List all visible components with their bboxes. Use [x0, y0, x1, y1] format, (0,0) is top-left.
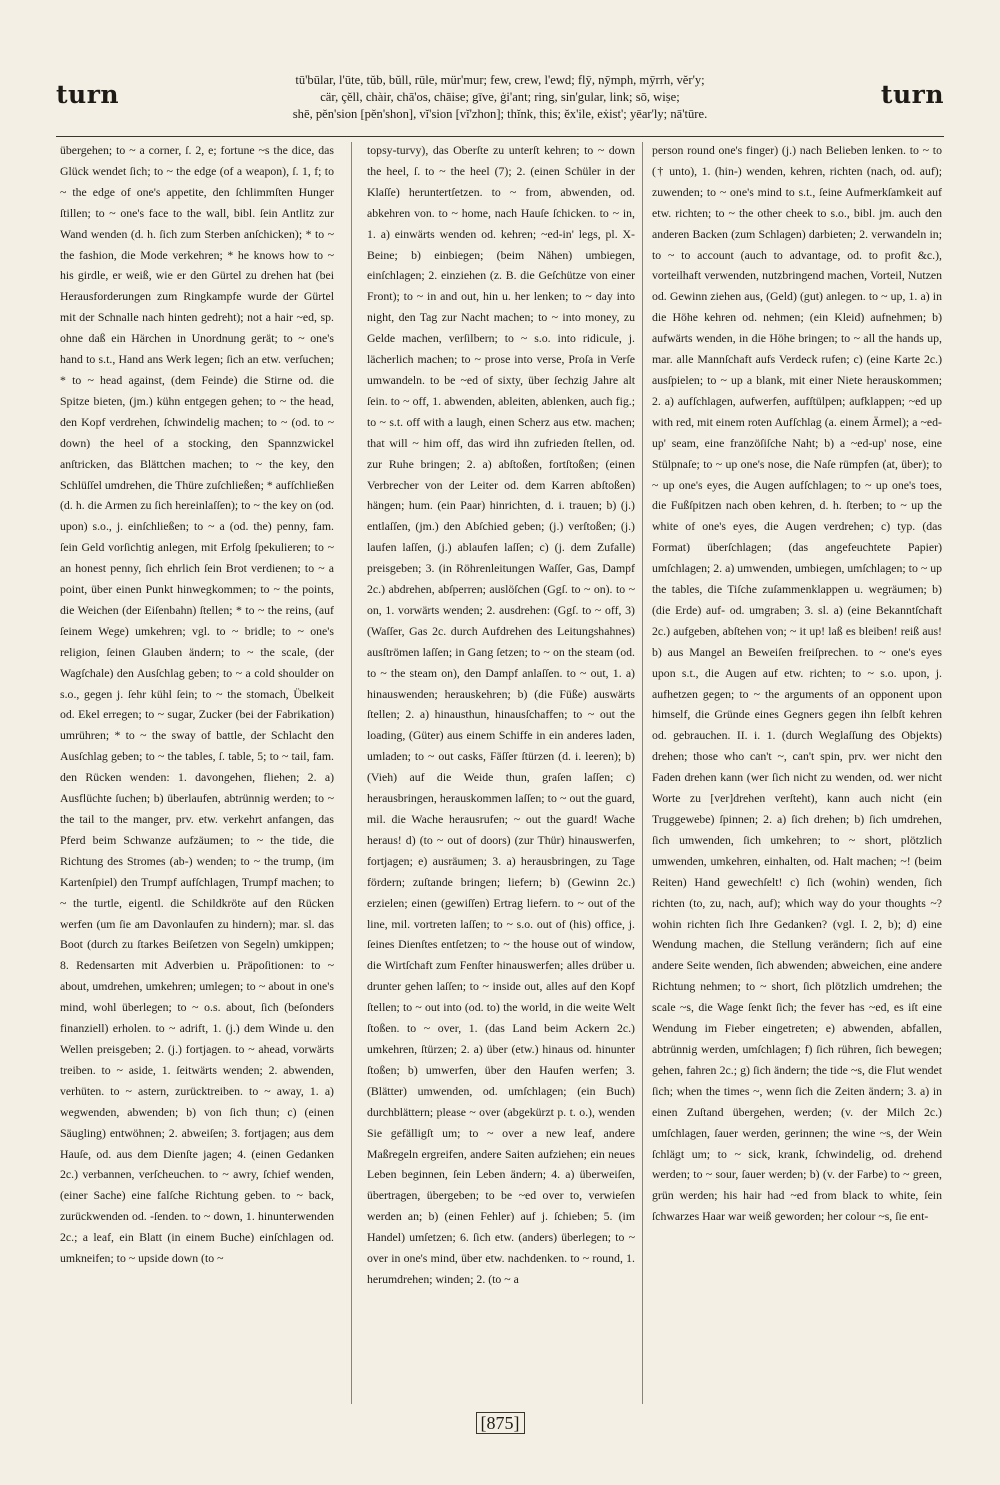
page-number — [0, 1413, 1000, 1434]
column-3: person round one's finger) (j.) nach Belieben lenken. to ~ to († unto), 1. (hin-) wenden, kehren, richten (nach, od. auf); zuwenden; to ~ one's mind to s.t., ſeine Aufmerkſamkeit auf etw. richten; to ~ the other cheek to s.o., bibl. jm. auch den anderen Backen (zum Schlagen) darbieten; 2. verwandeln in; to ~ to account (auch to advantage, od. to profit &c.), vorteilhaft verwenden, nutzbringend machen, Vorteil, Nutzen od. Gewinn ziehen aus, (Geld) (gut) anlegen. to ~ up, 1. a) in die Höhe kehren od. nehmen; (ein Kleid) aufnehmen; b) aufwärts wenden, in die Höhe bringen; to ~ all the hands up, mar. alle Mannſchaft aufs Verdeck rufen; c) (eine Karte 2c.) ausſpielen; to ~ up a blank, mit einer Niete herauskommen; 2. a) aufſchlagen, aufwerfen, aufſtülpen; aufklappen; ~ed up with red, mit einem roten Aufſchlag (a. einem Ärmel); a ~ed-up' seam, eine franzöſiſche Naht; b) a ~ed-up' nose, eine Stülpnaſe; to ~ up one's nose, die Naſe rümpfen (at, über); to ~ up one's eyes, die Augen aufſchlagen; to ~ up one's toes, die Fußſpitzen nach oben kehren, d. h. ſterben; to ~ up the white of one's eyes, die Augen verdrehen; c) typ. (das Format) überſchlagen; (das angefeuchtete Papier) umſchlagen; 2. a) umwenden, umbiegen, umſchlagen; to ~ up the tables, die Tiſche zuſammenklappen u. wegräumen; b) (die Erde) auf- od. umgraben; 3. sl. a) (eine Bekanntſchaft 2c.) aufgeben, abſtehen von; ~ it up! laß es bleiben! reiß aus! b) aus Mangel an Beweiſen freiſprechen. to ~ one's eyes upon s.t., die Augen auf etw. richten; to ~ s.o. upon, j. aufhetzen gegen; to ~ the arguments of an opponent upon himself, die Gründe eines Gegners gegen ihn ſelbſt kehren od. gebrauchen. II. i. 1. (durch Weglaſſung des Objekts) drehen; those who can't ~, can't spin, prv. wer nicht den Faden drehen kann (wer ſich nicht zu wenden, od. wer nicht Worte zu [ver]drehen verſteht), kann auch nicht (ein Truggewebe) ſpinnen; 2. a) ſich drehen; b) ſich umdrehen, ſich umwenden, ſich umkehren; to ~ short, plötzlich umwenden, umkehren, einhalten, od. Halt machen; ~! (beim Reiten) Hand gewechſelt! c) ſich (wohin) wenden, ſich richten (to, zu, nach, auf); which way do your thoughts ~? wohin richten ſich Ihre Gedanken? (vgl. I. 2, b); d) eine Wendung machen, die Stellung verändern; ſich auf eine andere Seite wenden, ſich abwenden; abweichen, eine andere Richtung nehmen; to ~ short, ſich plötzlich umdrehen; the scale ~s, die Wage ſenkt ſich; the fever has ~ed, es iſt eine Wendung im Fieber eingetreten; e) abwenden, abfallen, abtrünnig werden, umſchlagen; f) ſich rühren, ſich bewegen; gehen, fahren 2c.; g) ſich ändern; the tide ~s, die Flut wendet ſich; when the times ~, wenn ſich die Zeiten ändern; 3. a) in einen Zuſtand übergehen, werden; (v. der Milch 2c.) umſchlagen, ſauer werden, gerinnen; the wine ~s, der Wein ſchlägt um; to ~ sick, krank, ſchwindelig, od. drehend werden; to ~ sour, ſauer werden; b) (v. der Farbe) to ~ green, grün werden; his hair had ~ed from black to white, ſein ſchwarzes Haar war weiß geworden; her colour ~s, ſie ent- — [652, 143, 942, 1224]
page-number-label: [875] — [476, 1412, 525, 1434]
column-1: übergehen; to ~ a corner, ſ. 2, e; fortune ~s the dice, das Glück wendet ſich; to ~ the edge (of a weapon), ſ. 1, f; to ~ the edge of one's appetite, den ſchlimmſten Hunger ſtillen; to ~ one's face to the wall, bibl. ſein Antlitz zur Wand wenden (d. h. ſich zum Sterben anſchicken); * to ~ the fashion, die Mode verkehren; * he knows how to ~ his girdle, er weiß, wie er den Gürtel zu drehen hat (bei Herausforderungen zum Ringkampfe wurde der Gürtel mit der Schnalle nach hinten gedreht); not a hair ~ed, sp. ohne daß ein Härchen in Unordnung gerät; to ~ one's hand to s.t., Hand ans Werk legen; ſich an etw. verſuchen; * to ~ head against, (dem Feinde) die Stirne od. die Spitze bieten, (jm.) kühn entgegen gehen; to ~ the head, den Kopf verdrehen, ſchwindelig machen; to ~ (od. to ~ down) the heel of a stocking, den Spannzwickel anſtricken, das Blättchen machen; to ~ the key, den Schlüſſel umdrehen, die Thüre zuſchließen; * aufſchließen (d. h. die Armen zu ſich hereinlaſſen); to ~ the key on (od. upon) s.o., j. einſchließen; to ~ a (od. the) penny, fam. ſein Geld vorſichtig anlegen, mit Erfolg ſpekulieren; to ~ an honest penny, ſich ehrlich ſein Brot verdienen; to ~ a point, über einen Punkt hinwegkommen; to ~ the points, die Weichen (der Eiſenbahn) ſtellen; * to ~ the reins, (auf ſeinem Wege) umkehren; vgl. to ~ bridle; to ~ one's religion, ſeinen Glauben ändern; to ~ the scale, (der Wagſchale) den Ausſchlag geben; to ~ a cold shoulder on s.o., gegen j. ſehr kühl ſein; to ~ the stomach, Übelkeit od. Ekel erregen; to ~ sugar, Zucker (bei der Fabrikation) umrühren; * to ~ the sway of battle, der Schlacht den Ausſchlag geben; to ~ the tables, ſ. table, 5; to ~ tail, fam. den Rücken wenden: 1. davongehen, fliehen; 2. a) Ausflüchte ſuchen; b) überlaufen, abtrünnig werden; to ~ the tail to the manger, prv. etw. verkehrt anfangen, das Pferd beim Schwanze aufzäumen; to ~ the tide, die Richtung des Stromes (ab-) wenden; to ~ the trump, (im Kartenſpiel) den Trumpf aufſchlagen, Trumpf machen; to ~ the turtle, eigentl. die Schildkröte auf den Rücken werfen (um ſie am Davonlaufen zu hindern); mar. sl. das Boot (durch zu ſtarkes Beiſetzen von Segeln) umkippen; 8. Redensarten mit Adverbien u. Präpoſitionen: to ~ about, umdrehen, umkehren; umlegen; to ~ about in one's mind, wohl überlegen; to ~ o.s. about, ſich (beſonders finanziell) erholen. to ~ adrift, 1. (j.) dem Winde u. den Wellen preisgeben; 2. (j.) fortjagen. to ~ ahead, vorwärts treiben. to ~ aside, 1. ſeitwärts wenden; 2. abwenden, verhüten. to ~ astern, zurücktreiben. to ~ away, 1. a) wegwenden, abwenden; b) von ſich thun; c) (einen Säugling) entwöhnen; 2. abweiſen; 3. fortjagen; aus dem Hauſe, od. aus dem Dienſte jagen; 4. (einen Gedanken 2c.) verbannen, verſcheuchen. to ~ awry, ſchief wenden, (einer Sache) eine falſche Richtung geben. to ~ back, zurückwenden od. -ſenden. to ~ down, 1. hinunterwenden 2c.; a leaf, ein Blatt (in einem Buche) einſchlagen od. umkneifen; to ~ upside down (to ~ — [60, 143, 334, 1266]
column-2: topsy-turvy), das Oberſte zu unterſt kehren; to ~ down the heel, ſ. to ~ the heel (7); 2. (einen Schüler in der Klaſſe) heruntertſetzen. to ~ from, abwenden, od. abkehren von. to ~ home, nach Hauſe ſchicken. to ~ in, 1. a) einwärts wenden od. kehren; ~ed-in' legs, pl. X-Beine; b) einbiegen; (beim Nähen) umbiegen, einſchlagen; 2. einziehen (z. B. die Geſchütze von einer Front); to ~ in and out, hin u. her lenken; to ~ day into night, den Tag zur Nacht machen; to ~ into money, zu Gelde machen, verſilbern; to ~ s.o. into ridicule, j. lächerlich machen; to ~ prose into verse, Proſa in Verſe umwandeln. to be ~ed of sixty, über ſechzig Jahre alt ſein. to ~ off, 1. abwenden, ableiten, ablenken, auch fig.; to ~ s.t. off with a laugh, einen Scherz aus etw. machen; that will ~ him off, das wird ihn zufrieden ſtellen, od. zur Ruhe bringen; 2. a) abſtoßen, fortſtoßen; (einen Verbrecher von der Leiter od. dem Karren abſtoßen) hängen; hum. (ein Paar) hinrichten, d. i. trauen; b) (j.) entlaſſen, (jm.) den Abſchied geben; (j.) verſtoßen; (j.) laufen laſſen, (j.) ablaufen laſſen; c) (j. dem Zufalle) preisgeben; 3. (in Röhrenleitungen Waſſer, Gas, Dampf 2c.) abdrehen, abſperren; auslöſchen (Ggſ. to ~ on). to ~ on, 1. vorwärts wenden; 2. ausdrehen: (Ggſ. to ~ off, 3) (Waſſer, Gas 2c. durch Aufdrehen des Leitungshahnes) ausſtrömen laſſen; in Gang ſetzen; to ~ on the steam (od. to ~ the steam on), den Dampf anlaſſen. to ~ out, 1. a) hinauswenden; herauskehren; b) (die Füße) auswärts ſtellen; 2. a) hinausthun, hinausſchaffen; to ~ out the loading, (Güter) aus einem Schiffe in ein anderes laden, umladen; to ~ out casks, Fäſſer ſtürzen (d. i. leeren); b) (Vieh) auf die Weide thun, graſen laſſen; c) herausbringen, herauskommen laſſen; to ~ out the guard, mil. die Wache herausrufen; ~ out the guard! Wache heraus! d) (to ~ out of doors) (zur Thür) hinauswerfen, fortjagen; e) ausräumen; 3. a) herausbringen, zu Tage fördern; zuſtande bringen; liefern; b) (Gewinn 2c.) erzielen; einen (gewiſſen) Ertrag liefern. to ~ out of the line, mil. vortreten laſſen; to ~ s.o. out of (his) office, j. ſeines Dienſtes entſetzen; to ~ the house out of window, die Wirtſchaft zum Fenſter hinauswerfen; alles drüber u. drunter gehen laſſen; to ~ inside out, alles auf den Kopf ſtellen; to ~ out into (od. to) the world, in die weite Welt ſtoßen. to ~ over, 1. (das Land beim Ackern 2c.) umkehren, ſtürzen; 2. a) über (etw.) hinaus od. hinunter ſtoßen; b) umwerfen, über den Haufen werfen; 3. (Blätter) umwenden, od. umſchlagen; (ein Buch) durchblättern; please ~ over (abgekürzt p. t. o.), wenden Sie gefälligſt um; to ~ over a new leaf, andere Maßregeln ergreifen, andere Saiten aufziehen; ein neues Leben beginnen, ſein Leben ändern; 4. a) überweiſen, übertragen, übergeben; to be ~ed over to, verwieſen werden an; b) (einen Fehler) auf j. ſchieben; 5. (im Handel) umſetzen; 6. ſich etw. (anders) überlegen; to ~ over in one's mind, über etw. nachdenken. to ~ round, 1. herumdrehen; winden; 2. (to ~ a — [367, 143, 635, 1286]
pronunciation-key — [176, 72, 824, 123]
pronunciation-line: cär, çĕll, chàir, chā'os, chāise; gīve, ġi'ant; ring, sin'gular, link; sō, wiṣe; — [320, 90, 680, 104]
header-rule — [56, 136, 944, 137]
pronunciation-line: shē, pĕn'sion [pĕn'shon], vĭ'sion [vĭ'zhon]; thĭnk, this; ĕx'ile, eẋist'; yēar'ly; nā'tūre. — [292, 107, 708, 121]
guide-word-left: turn — [56, 80, 120, 109]
page-header — [56, 72, 944, 134]
column-divider — [642, 142, 643, 1404]
pronunciation-line: tū'būlar, l'ūte, tŭb, bŭll, rūle, mür'mur; few, crew, l'ewd; flȳ, nȳmph, mȳrrh, vĕr'y; — [295, 73, 705, 87]
column-divider — [351, 142, 352, 1404]
guide-word-right: turn — [880, 80, 944, 109]
